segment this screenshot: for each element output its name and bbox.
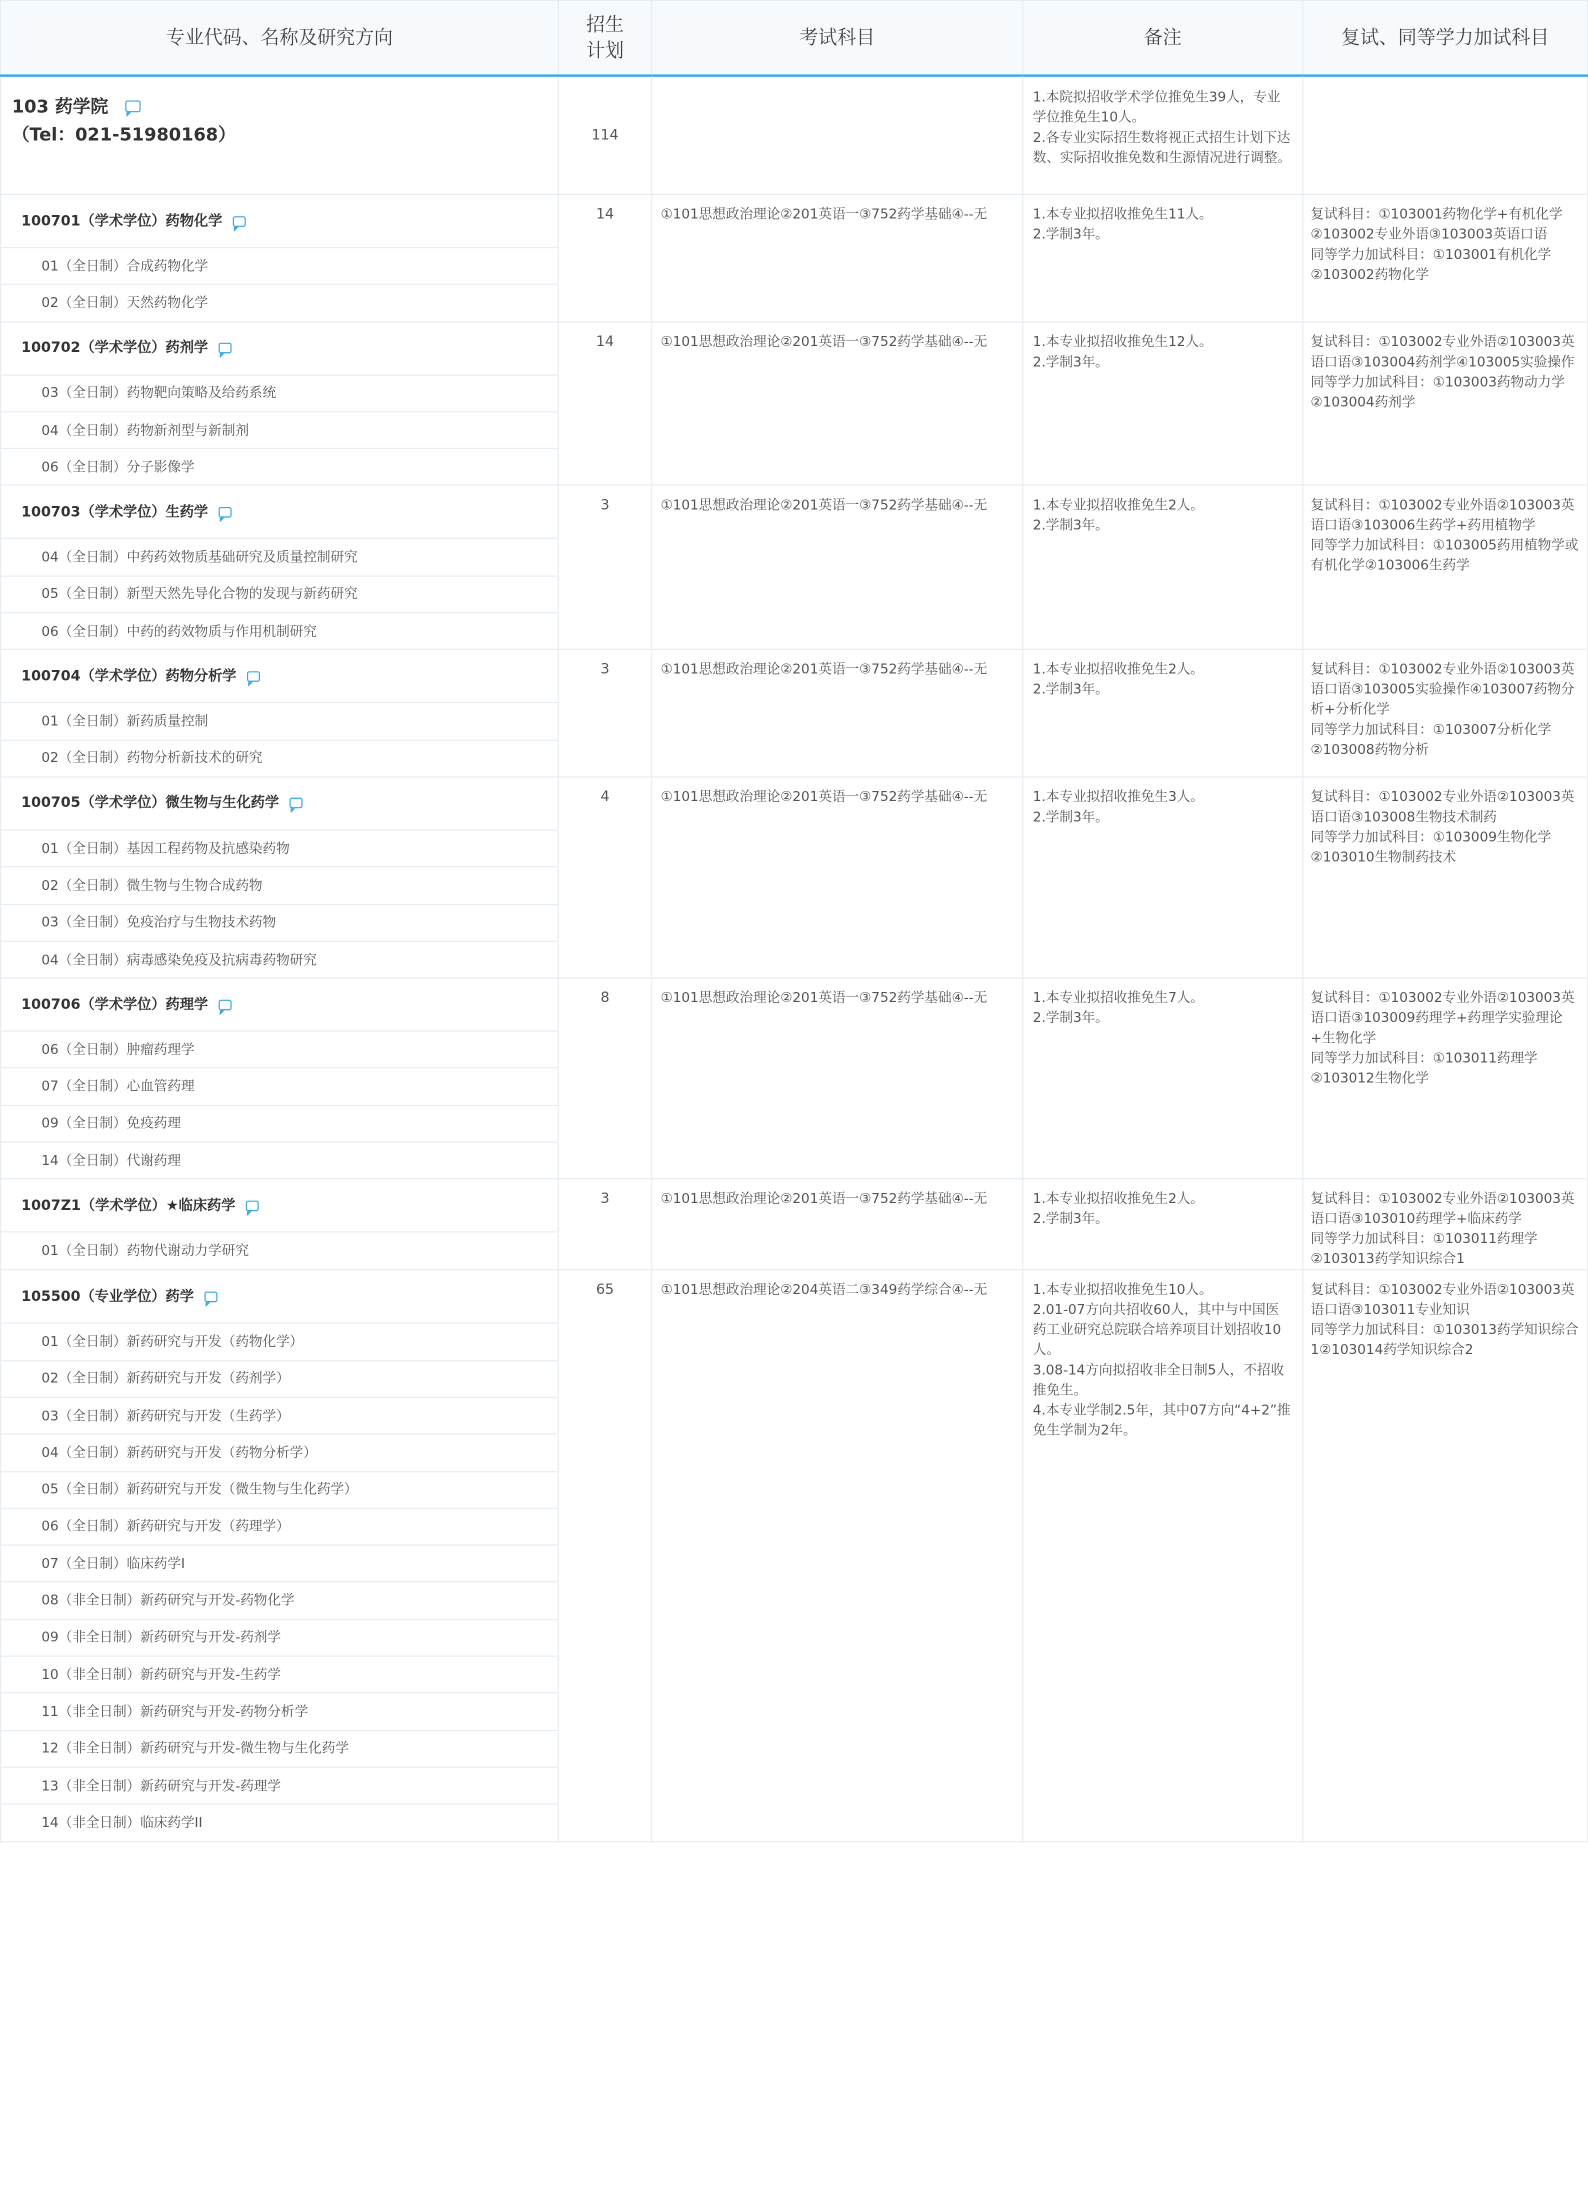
plan-count: 14 xyxy=(558,322,651,486)
major-cell xyxy=(1,322,559,486)
college-retest xyxy=(1303,75,1588,194)
college-tel: （Tel：021-51980168） xyxy=(11,123,236,145)
plan-count: 8 xyxy=(558,978,651,1179)
college-note-item: 1.本院拟招收学术学位推免生39人，专业学位推免生10人。 xyxy=(1032,88,1281,125)
major-row xyxy=(1,777,1588,978)
major-title xyxy=(1,650,558,702)
chat-icon[interactable] xyxy=(246,1200,259,1211)
major-title xyxy=(1,486,558,538)
research-direction: 06（全日制）中药的药效物质与作用机制研究 xyxy=(1,612,558,649)
note-item: 2.学制3年。 xyxy=(1032,225,1109,243)
research-direction: 13（非全日制）新药研究与开发-药理学 xyxy=(1,1767,558,1804)
major-cell xyxy=(1,650,559,777)
research-direction: 07（全日制）临床药学I xyxy=(1,1545,558,1582)
major-row xyxy=(1,486,1588,650)
college-plan: 114 xyxy=(558,75,651,194)
research-direction: 03（全日制）新药研究与开发（生药学） xyxy=(1,1397,558,1434)
major-cell xyxy=(1,1179,559,1270)
chat-icon[interactable] xyxy=(205,1291,218,1302)
research-direction: 03（全日制）免疫治疗与生物技术药物 xyxy=(1,903,558,940)
major-row xyxy=(1,1179,1588,1270)
header-plan xyxy=(558,1,651,75)
plan-count: 14 xyxy=(558,194,651,321)
research-direction: 14（全日制）代谢药理 xyxy=(1,1142,558,1179)
college-cell xyxy=(1,75,559,194)
plan-count: 3 xyxy=(558,650,651,777)
retest-item: 同等学力加试科目：①103003药物动力学②103004药剂学 xyxy=(1310,372,1565,410)
retest-item: 复试科目：①103002专业外语②103003英语口语③103004药剂学④103005实验操作 xyxy=(1310,332,1575,370)
note-item: 2.学制3年。 xyxy=(1032,808,1109,825)
major-cell xyxy=(1,777,559,978)
research-direction: 01（全日制）药物代谢动力学研究 xyxy=(1,1232,558,1269)
header-retest: 复试、同等学力加试科目 xyxy=(1303,1,1588,75)
notes xyxy=(1023,194,1303,321)
note-item: 1.本专业拟招收推免生11人。 xyxy=(1032,205,1213,223)
retest-subjects xyxy=(1303,194,1588,321)
research-direction: 02（全日制）微生物与生物合成药物 xyxy=(1,867,558,904)
plan-count: 4 xyxy=(558,777,651,978)
college-exam xyxy=(652,75,1023,194)
retest-item: 同等学力加试科目：①103001有机化学②103002药物化学 xyxy=(1310,245,1552,283)
note-item: 2.学制3年。 xyxy=(1032,681,1109,698)
research-direction: 06（全日制）分子影像学 xyxy=(1,448,558,485)
research-direction: 04（全日制）新药研究与开发（药物分析学） xyxy=(1,1434,558,1471)
header-plan-line1: 招生 xyxy=(586,12,624,36)
research-direction: 02（全日制）药物分析新技术的研究 xyxy=(1,739,558,776)
notes xyxy=(1023,777,1303,978)
major-title xyxy=(1,778,558,830)
major-name[interactable]: 100701（学术学位）药物化学 xyxy=(21,212,223,229)
retest-item: 同等学力加试科目：①103007分析化学②103008药物分析 xyxy=(1310,721,1552,758)
retest-subjects xyxy=(1303,978,1588,1179)
exam-subjects: ①101思想政治理论②201英语一③752药学基础④--无 xyxy=(652,486,1023,650)
retest-item: 复试科目：①103002专业外语②103003英语口语③103009药理学+药理学实验理论+生物化学 xyxy=(1310,989,1575,1046)
research-direction: 05（全日制）新药研究与开发（微生物与生化药学） xyxy=(1,1471,558,1508)
note-item: 2.01-07方向共招收60人，其中与中国医药工业研究总院联合培养项目计划招收10人。 xyxy=(1032,1301,1282,1359)
major-title xyxy=(1,322,558,374)
research-direction: 02（全日制）新药研究与开发（药剂学） xyxy=(1,1360,558,1397)
note-item: 4.本专业学制2.5年，其中07方向“4+2”推免生学制为2年。 xyxy=(1032,1401,1291,1439)
plan-count: 65 xyxy=(558,1270,651,1841)
table-header-row xyxy=(1,1,1588,75)
chat-icon[interactable] xyxy=(247,671,260,682)
note-item: 1.本专业拟招收推免生2人。 xyxy=(1032,496,1204,514)
research-direction: 01（全日制）基因工程药物及抗感染药物 xyxy=(1,830,558,867)
note-item: 1.本专业拟招收推免生7人。 xyxy=(1032,989,1204,1006)
major-row xyxy=(1,650,1588,777)
major-title xyxy=(1,1271,558,1323)
retest-subjects xyxy=(1303,777,1588,978)
notes xyxy=(1023,486,1303,650)
retest-item: 复试科目：①103002专业外语②103003英语口语③103005实验操作④103007药物分析+分析化学 xyxy=(1310,661,1575,718)
major-title xyxy=(1,979,558,1031)
research-direction: 12（非全日制）新药研究与开发-微生物与生化药学 xyxy=(1,1730,558,1767)
chat-icon[interactable] xyxy=(219,999,232,1010)
note-item: 3.08-14方向拟招收非全日制5人，不招收推免生。 xyxy=(1032,1361,1285,1399)
research-direction: 11（非全日制）新药研究与开发-药物分析学 xyxy=(1,1693,558,1730)
retest-subjects xyxy=(1303,1179,1588,1270)
major-name[interactable]: 100702（学术学位）药剂学 xyxy=(21,339,209,356)
notes xyxy=(1023,650,1303,777)
retest-item: 同等学力加试科目：①103005药用植物学或有机化学②103006生药学 xyxy=(1310,537,1579,574)
major-row xyxy=(1,1270,1588,1841)
major-title xyxy=(1,195,558,247)
research-direction: 14（非全日制）临床药学II xyxy=(1,1804,558,1841)
header-major: 专业代码、名称及研究方向 xyxy=(1,1,559,75)
research-direction: 01（全日制）新药研究与开发（药物化学） xyxy=(1,1323,558,1360)
research-direction: 09（非全日制）新药研究与开发-药剂学 xyxy=(1,1619,558,1656)
retest-item: 复试科目：①103002专业外语②103003英语口语③103008生物技术制药 xyxy=(1310,788,1575,825)
major-row xyxy=(1,322,1588,486)
note-item: 2.学制3年。 xyxy=(1032,1210,1109,1228)
major-name[interactable]: 100703（学术学位）生药学 xyxy=(21,503,209,520)
research-direction: 05（全日制）新型天然先导化合物的发现与新药研究 xyxy=(1,575,558,612)
note-item: 1.本专业拟招收推免生10人。 xyxy=(1032,1281,1213,1298)
retest-item: 复试科目：①103002专业外语②103003英语口语③103010药理学+临床药学 xyxy=(1310,1190,1575,1228)
research-direction: 04（全日制）中药药效物质基础研究及质量控制研究 xyxy=(1,538,558,575)
retest-item: 同等学力加试科目：①103013药学知识综合1②103014药学知识综合2 xyxy=(1310,1321,1579,1359)
chat-icon[interactable] xyxy=(290,798,303,809)
major-row xyxy=(1,978,1588,1179)
major-row xyxy=(1,194,1588,321)
research-direction: 07（全日制）心血管药理 xyxy=(1,1068,558,1105)
college-row xyxy=(1,75,1588,194)
plan-count: 3 xyxy=(558,486,651,650)
exam-subjects: ①101思想政治理论②201英语一③752药学基础④--无 xyxy=(652,1179,1023,1270)
note-item: 2.学制3年。 xyxy=(1032,516,1109,534)
major-name[interactable]: 100704（学术学位）药物分析学 xyxy=(21,667,237,685)
exam-subjects: ①101思想政治理论②201英语一③752药学基础④--无 xyxy=(652,322,1023,486)
retest-subjects xyxy=(1303,322,1588,486)
research-direction: 01（全日制）合成药物化学 xyxy=(1,247,558,284)
major-name[interactable]: 100706（学术学位）药理学 xyxy=(21,995,209,1013)
major-name[interactable]: 100705（学术学位）微生物与生化药学 xyxy=(21,794,280,812)
exam-subjects: ①101思想政治理论②201英语一③752药学基础④--无 xyxy=(652,777,1023,978)
plan-count: 3 xyxy=(558,1179,651,1270)
header-note: 备注 xyxy=(1023,1,1303,75)
chat-icon[interactable] xyxy=(219,343,232,354)
college-note-item: 2.各专业实际招生数将视正式招生计划下达数、实际招收推免数和生源情况进行调整。 xyxy=(1032,128,1292,165)
note-item: 1.本专业拟招收推免生2人。 xyxy=(1032,661,1204,678)
chat-icon[interactable] xyxy=(125,100,140,112)
major-name[interactable]: 105500（专业学位）药学 xyxy=(21,1287,194,1305)
retest-subjects xyxy=(1303,486,1588,650)
research-direction: 06（全日制）新药研究与开发（药理学） xyxy=(1,1508,558,1545)
note-item: 1.本专业拟招收推免生2人。 xyxy=(1032,1190,1204,1207)
header-exam: 考试科目 xyxy=(652,1,1023,75)
retest-subjects xyxy=(1303,1270,1588,1841)
research-direction: 10（非全日制）新药研究与开发-生药学 xyxy=(1,1656,558,1693)
note-item: 1.本专业拟招收推免生3人。 xyxy=(1032,788,1204,805)
notes xyxy=(1023,1179,1303,1270)
retest-subjects xyxy=(1303,650,1588,777)
research-direction: 06（全日制）肿瘤药理学 xyxy=(1,1031,558,1068)
retest-item: 同等学力加试科目：①103009生物化学②103010生物制药技术 xyxy=(1310,828,1552,865)
research-direction: 04（全日制）药物新剂型与新制剂 xyxy=(1,411,558,448)
note-item: 2.学制3年。 xyxy=(1032,1009,1109,1026)
major-cell xyxy=(1,978,559,1179)
research-direction: 08（非全日制）新药研究与开发-药物化学 xyxy=(1,1582,558,1619)
major-cell xyxy=(1,194,559,321)
notes xyxy=(1023,322,1303,486)
notes xyxy=(1023,978,1303,1179)
retest-item: 复试科目：①103002专业外语②103003英语口语③103011专业知识 xyxy=(1310,1281,1575,1319)
retest-item: 同等学力加试科目：①103011药理学②103013药学知识综合1 xyxy=(1310,1230,1538,1268)
research-direction: 02（全日制）天然药物化学 xyxy=(1,284,558,321)
college-title xyxy=(12,92,548,120)
chat-icon[interactable] xyxy=(233,216,246,227)
header-plan-line2: 计划 xyxy=(586,38,624,62)
major-title xyxy=(1,1180,558,1232)
exam-subjects: ①101思想政治理论②201英语一③752药学基础④--无 xyxy=(652,194,1023,321)
research-direction: 01（全日制）新药质量控制 xyxy=(1,702,558,739)
major-cell xyxy=(1,1270,559,1841)
notes xyxy=(1023,1270,1303,1841)
research-direction: 04（全日制）病毒感染免疫及抗病毒药物研究 xyxy=(1,940,558,977)
major-cell xyxy=(1,486,559,650)
exam-subjects: ①101思想政治理论②201英语一③752药学基础④--无 xyxy=(652,978,1023,1179)
note-item: 2.学制3年。 xyxy=(1032,352,1109,370)
college-name[interactable]: 103 药学院 xyxy=(11,95,109,117)
research-direction: 09（全日制）免疫药理 xyxy=(1,1105,558,1142)
chat-icon[interactable] xyxy=(219,507,232,518)
exam-subjects: ①101思想政治理论②204英语二③349药学综合④--无 xyxy=(652,1270,1023,1841)
major-name[interactable]: 1007Z1（学术学位）★临床药学 xyxy=(21,1196,236,1214)
retest-item: 复试科目：①103002专业外语②103003英语口语③103006生药学+药用植物学 xyxy=(1310,496,1575,534)
research-direction: 03（全日制）药物靶向策略及给药系统 xyxy=(1,374,558,411)
college-notes xyxy=(1023,75,1303,194)
exam-subjects: ①101思想政治理论②201英语一③752药学基础④--无 xyxy=(652,650,1023,777)
retest-item: 复试科目：①103001药物化学+有机化学②103002专业外语③103003英语口语 xyxy=(1310,205,1563,243)
note-item: 1.本专业拟招收推免生12人。 xyxy=(1032,332,1213,350)
retest-item: 同等学力加试科目：①103011药理学②103012生物化学 xyxy=(1310,1049,1538,1087)
